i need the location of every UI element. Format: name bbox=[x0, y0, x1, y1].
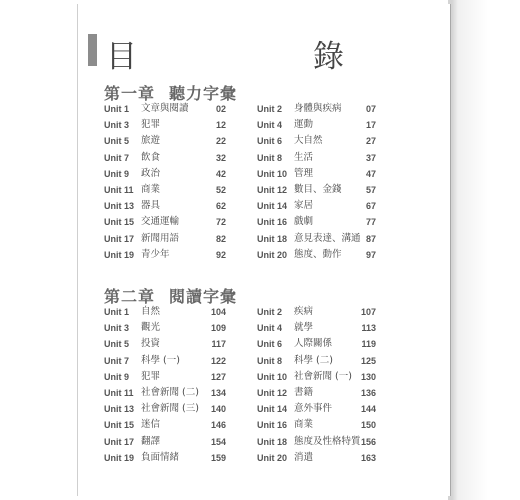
toc-entry-title: 運動 bbox=[294, 119, 314, 131]
toc-entry-title: 商業 bbox=[294, 419, 314, 431]
toc-unit-label: Unit 8 bbox=[257, 355, 283, 366]
toc-unit-label: Unit 15 bbox=[104, 420, 135, 431]
toc-entry-title: 意見表達、溝通 bbox=[294, 232, 361, 244]
toc-entry bbox=[257, 353, 376, 369]
toc-entry bbox=[104, 247, 226, 263]
toc-entry bbox=[257, 231, 376, 247]
toc-entry bbox=[104, 434, 226, 450]
toc-entry bbox=[257, 150, 376, 166]
toc-entry bbox=[257, 214, 376, 230]
toc-unit-label: Unit 7 bbox=[104, 152, 130, 163]
toc-entry bbox=[104, 401, 226, 417]
toc-page-number: 62 bbox=[215, 201, 226, 212]
toc-page-number: 02 bbox=[215, 104, 226, 114]
toc-entry-title: 就學 bbox=[294, 322, 314, 334]
toc-entry-title: 交通運輸 bbox=[141, 216, 180, 228]
toc-entry-title: 器具 bbox=[141, 200, 161, 212]
toc-page-number: 82 bbox=[215, 233, 226, 244]
chapter-2-name: 閱讀字彙 bbox=[169, 287, 238, 306]
toc-entry-title: 文章與閱讀 bbox=[141, 103, 189, 114]
toc-unit-label: Unit 12 bbox=[257, 388, 288, 398]
toc-unit-label: Unit 8 bbox=[257, 152, 283, 163]
toc-unit-label: Unit 3 bbox=[104, 120, 130, 131]
toc-entry-title: 社會新聞 (二) bbox=[141, 387, 199, 398]
toc-page-number: 146 bbox=[210, 420, 226, 431]
toc-unit-label: Unit 5 bbox=[104, 339, 130, 350]
toc-unit-label: Unit 1 bbox=[104, 307, 130, 317]
toc-page-number: 109 bbox=[210, 323, 226, 334]
toc-entry bbox=[104, 304, 226, 320]
toc-entry-title: 投資 bbox=[141, 338, 161, 350]
toc-unit-label: Unit 19 bbox=[104, 249, 135, 260]
toc-entry-title: 身體與疾病 bbox=[294, 103, 342, 114]
toc-page-number: 87 bbox=[365, 233, 376, 244]
toc-entry-title: 態度、動作 bbox=[294, 248, 342, 260]
toc-entry-title: 觀光 bbox=[141, 322, 161, 334]
toc-page-number: 134 bbox=[210, 388, 226, 398]
toc-entry-title: 社會新聞 (一) bbox=[294, 370, 352, 382]
toc-entry bbox=[257, 320, 376, 336]
toc-page-number: 12 bbox=[215, 120, 226, 131]
chapter-2-number: 第二章 bbox=[104, 287, 156, 306]
toc-page-number: 42 bbox=[215, 168, 226, 179]
toc-unit-label: Unit 13 bbox=[104, 201, 135, 212]
toc-unit-label: Unit 10 bbox=[257, 371, 288, 382]
toc-page-number: 107 bbox=[360, 307, 376, 317]
toc-entry-title: 負面情緒 bbox=[141, 451, 180, 463]
toc-entry-title: 戲劇 bbox=[294, 216, 314, 228]
toc-entry-title: 意外事件 bbox=[294, 403, 333, 415]
toc-page-number: 136 bbox=[360, 388, 376, 398]
toc-unit-label: Unit 17 bbox=[104, 233, 135, 244]
toc-unit-label: Unit 6 bbox=[257, 339, 283, 350]
toc-entry bbox=[104, 336, 226, 352]
toc-entry-title: 大自然 bbox=[294, 135, 323, 147]
toc-entry-title: 人際關係 bbox=[294, 338, 333, 350]
toc-unit-label: Unit 9 bbox=[104, 168, 130, 179]
toc-entry bbox=[104, 353, 226, 369]
toc-page-number: 17 bbox=[365, 120, 376, 131]
toc-unit-label: Unit 13 bbox=[104, 404, 135, 415]
toc-entry bbox=[104, 198, 226, 214]
toc-unit-label: Unit 5 bbox=[104, 136, 130, 147]
toc-entry bbox=[257, 117, 376, 133]
toc-page-number: 144 bbox=[360, 404, 376, 415]
toc-page-number: 77 bbox=[365, 217, 376, 228]
toc-unit-label: Unit 17 bbox=[104, 436, 135, 447]
toc-entry bbox=[104, 417, 226, 433]
toc-entry bbox=[257, 182, 376, 198]
page-title: 目 錄 bbox=[106, 39, 382, 75]
toc-unit-label: Unit 10 bbox=[257, 168, 288, 179]
toc-page-number: 27 bbox=[365, 136, 376, 147]
toc-entry-title: 犯罪 bbox=[141, 119, 161, 131]
toc-page-number: 154 bbox=[210, 436, 226, 447]
chapter-1-number: 第一章 bbox=[104, 84, 156, 103]
toc-entry bbox=[104, 320, 226, 336]
toc-entry-title: 社會新聞 (三) bbox=[141, 403, 199, 415]
page-edge-shadow bbox=[448, 0, 520, 500]
toc-entry bbox=[257, 369, 376, 385]
toc-unit-label: Unit 16 bbox=[257, 420, 288, 431]
toc-page-number: 125 bbox=[360, 355, 376, 366]
toc-unit-label: Unit 2 bbox=[257, 307, 283, 317]
toc-entry bbox=[104, 101, 226, 117]
toc-page-number: 127 bbox=[210, 371, 226, 382]
toc-entry-title: 疾病 bbox=[294, 306, 314, 317]
toc-entry bbox=[104, 182, 226, 198]
toc-entry-title: 消遣 bbox=[294, 451, 314, 463]
toc-unit-label: Unit 3 bbox=[104, 323, 130, 334]
toc-unit-label: Unit 1 bbox=[104, 104, 130, 114]
title-accent-bar bbox=[88, 34, 97, 66]
toc-entry bbox=[104, 214, 226, 230]
toc-unit-label: Unit 4 bbox=[257, 323, 283, 334]
toc-page-number: 52 bbox=[215, 185, 226, 195]
toc-entry bbox=[104, 117, 226, 133]
toc-page-number: 122 bbox=[210, 355, 226, 366]
toc-entry-title: 迷信 bbox=[141, 419, 161, 431]
chapter-1-name: 聽力字彙 bbox=[169, 84, 238, 103]
toc-entry bbox=[104, 369, 226, 385]
toc-unit-label: Unit 11 bbox=[104, 185, 134, 195]
toc-unit-label: Unit 14 bbox=[257, 404, 288, 415]
toc-entry bbox=[104, 166, 226, 182]
toc-entry-title: 犯罪 bbox=[141, 370, 161, 382]
toc-page-number: 117 bbox=[211, 339, 226, 350]
toc-entry bbox=[257, 434, 376, 450]
toc-entry bbox=[257, 101, 376, 117]
toc-entry bbox=[104, 231, 226, 247]
toc-unit-label: Unit 11 bbox=[104, 388, 134, 398]
toc-entry bbox=[104, 385, 226, 401]
toc-page-number: 47 bbox=[365, 168, 376, 179]
toc-unit-label: Unit 2 bbox=[257, 104, 283, 114]
toc-entry-title: 新聞用語 bbox=[141, 232, 180, 244]
toc-page-number: 150 bbox=[360, 420, 376, 431]
toc-page-number: 163 bbox=[360, 452, 376, 463]
toc-page-number: 67 bbox=[365, 201, 376, 212]
toc-unit-label: Unit 7 bbox=[104, 355, 130, 366]
toc-entry-title: 數目、金錢 bbox=[294, 184, 342, 195]
toc-entry bbox=[104, 133, 226, 149]
toc-page-number: 97 bbox=[365, 249, 376, 260]
toc-unit-label: Unit 18 bbox=[257, 436, 288, 447]
toc-entry-title: 態度及性格特質 bbox=[294, 435, 361, 447]
toc-page-number: 104 bbox=[210, 307, 226, 317]
toc-page-number: 07 bbox=[365, 104, 376, 114]
toc-page-number: 113 bbox=[361, 323, 376, 334]
toc-entry-title: 旅遊 bbox=[141, 135, 161, 147]
toc-page-number: 32 bbox=[215, 152, 226, 163]
toc-entry-title: 青少年 bbox=[141, 248, 170, 260]
toc-entry bbox=[257, 304, 376, 320]
toc-entry bbox=[257, 166, 376, 182]
toc-unit-label: Unit 6 bbox=[257, 136, 283, 147]
toc-entry bbox=[257, 133, 376, 149]
toc-entry-title: 科學 (一) bbox=[141, 354, 180, 366]
toc-unit-label: Unit 16 bbox=[257, 217, 288, 228]
toc-entry bbox=[257, 385, 376, 401]
toc-page-number: 159 bbox=[210, 452, 226, 463]
toc-entry-title: 家居 bbox=[294, 200, 314, 212]
toc-entry bbox=[257, 450, 376, 466]
toc-unit-label: Unit 12 bbox=[257, 185, 288, 195]
toc-entry bbox=[257, 336, 376, 352]
toc-entry bbox=[104, 150, 226, 166]
toc-entry-title: 生活 bbox=[294, 151, 314, 163]
toc-page-number: 156 bbox=[360, 436, 376, 447]
toc-page-number: 72 bbox=[215, 217, 226, 228]
toc-entry-title: 管理 bbox=[294, 167, 314, 179]
toc-entry-title: 書籍 bbox=[294, 387, 314, 398]
toc-unit-label: Unit 18 bbox=[257, 233, 288, 244]
toc-entry-title: 政治 bbox=[141, 167, 161, 179]
toc-entry-title: 翻譯 bbox=[141, 435, 161, 447]
toc-unit-label: Unit 20 bbox=[257, 249, 288, 260]
toc-page-number: 37 bbox=[365, 152, 376, 163]
toc-unit-label: Unit 9 bbox=[104, 371, 130, 382]
toc-unit-label: Unit 14 bbox=[257, 201, 288, 212]
toc-entry-title: 飲食 bbox=[141, 151, 161, 163]
toc-entry-title: 商業 bbox=[141, 184, 161, 195]
toc-unit-label: Unit 15 bbox=[104, 217, 135, 228]
toc-unit-label: Unit 19 bbox=[104, 452, 135, 463]
toc-entry bbox=[257, 198, 376, 214]
toc-entry bbox=[257, 247, 376, 263]
toc-page-number: 119 bbox=[361, 339, 376, 350]
toc-entry-title: 自然 bbox=[141, 306, 161, 317]
toc-entry bbox=[104, 450, 226, 466]
toc-page-number: 57 bbox=[365, 185, 376, 195]
toc-page-number: 130 bbox=[360, 371, 376, 382]
toc-entry bbox=[257, 417, 376, 433]
toc-unit-label: Unit 4 bbox=[257, 120, 283, 131]
toc-page-number: 92 bbox=[215, 249, 226, 260]
toc-entry-title: 科學 (二) bbox=[294, 354, 333, 366]
toc-page-number: 22 bbox=[215, 136, 226, 147]
toc-entry bbox=[257, 401, 376, 417]
toc-unit-label: Unit 20 bbox=[257, 452, 288, 463]
toc-page-number: 140 bbox=[210, 404, 226, 415]
